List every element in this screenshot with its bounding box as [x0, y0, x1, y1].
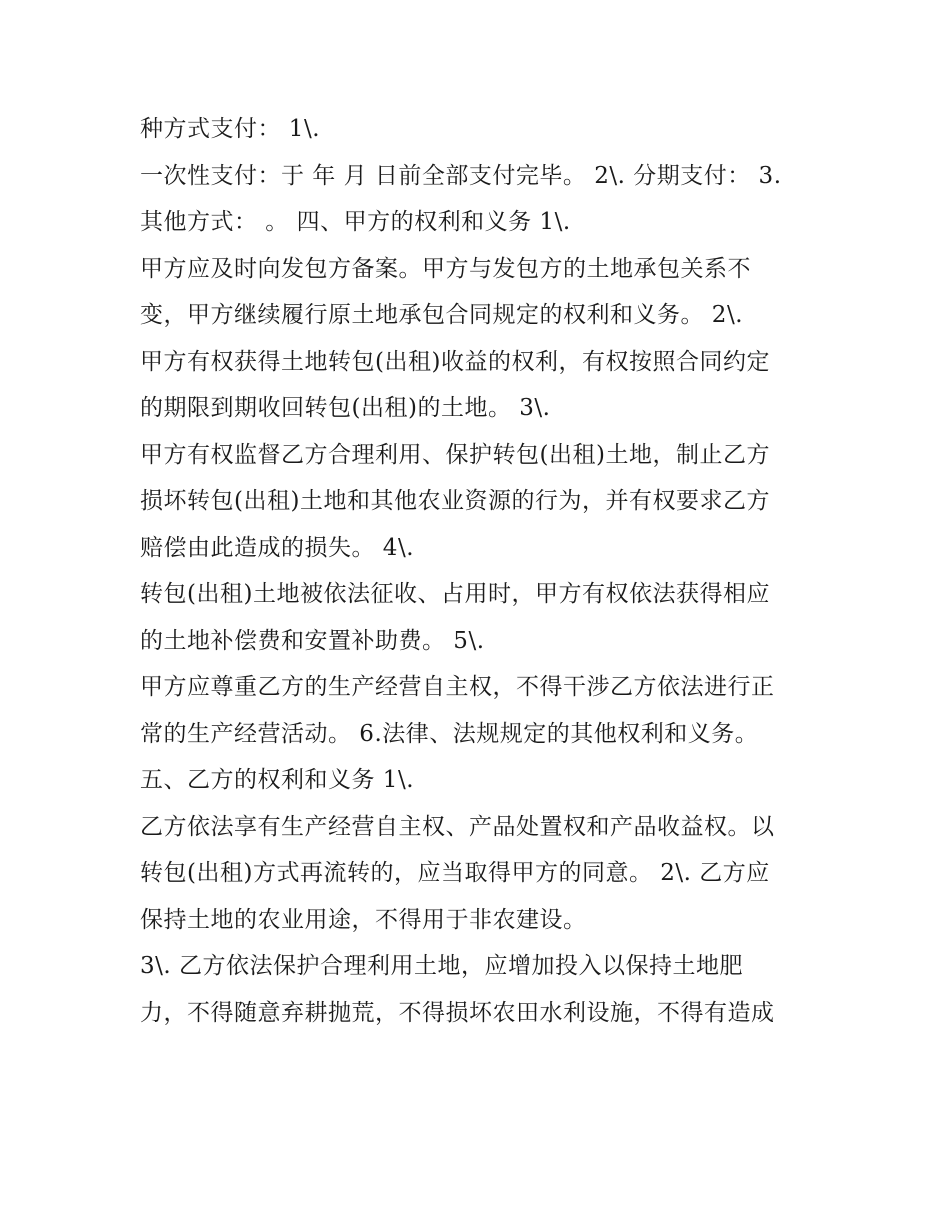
text-line: 保持土地的农业用途，不得用于非农建设。 — [140, 906, 587, 933]
text-line: 其他方式： 。 四、甲方的权利和义务 1\. — [140, 209, 571, 235]
document-body — [140, 106, 840, 1036]
text-line: 的土地补偿费和安置补助费。 5\. — [140, 627, 485, 654]
text-line: 赔偿由此造成的损失。 4\. — [140, 534, 415, 561]
text-line: 转包(出租)土地被依法征收、占用时，甲方有权依法获得相应 — [140, 581, 770, 607]
text-line: 3\. 乙方依法保护合理利用土地，应增加投入以保持土地肥 — [140, 953, 744, 979]
text-line: 甲方应及时向发包方备案。甲方与发包方的土地承包关系不 — [140, 255, 751, 282]
text-line: 常的生产经营活动。 6.法律、法规规定的其他权利和义务。 — [140, 720, 759, 747]
text-line: 甲方应尊重乙方的生产经营自主权，不得干涉乙方依法进行正 — [140, 674, 775, 700]
text-line: 种方式支付： 1\. — [140, 116, 321, 142]
text-line: 的期限到期收回转包(出租)的土地。 3\. — [140, 395, 551, 421]
text-line: 甲方有权监督乙方合理利用、保护转包(出租)土地，制止乙方 — [140, 441, 770, 468]
text-line: 变，甲方继续履行原土地承包合同规定的权利和义务。 2\. — [140, 302, 744, 328]
text-line: 五、乙方的权利和义务 1\. — [140, 767, 415, 793]
text-line: 乙方依法享有生产经营自主权、产品处置权和产品收益权。以 — [140, 813, 775, 840]
text-line: 一次性支付：于 年 月 日前全部支付完毕。 2\. 分期支付： 3. — [140, 162, 782, 189]
text-line: 甲方有权获得土地转包(出租)收益的权利，有权按照合同约定 — [140, 348, 770, 375]
text-line: 转包(出租)方式再流转的，应当取得甲方的同意。 2\. 乙方应 — [140, 860, 770, 886]
text-line: 损坏转包(出租)土地和其他农业资源的行为，并有权要求乙方 — [140, 488, 770, 514]
text-line: 力，不得随意弃耕抛荒，不得损坏农田水利设施，不得有造成 — [140, 999, 775, 1026]
